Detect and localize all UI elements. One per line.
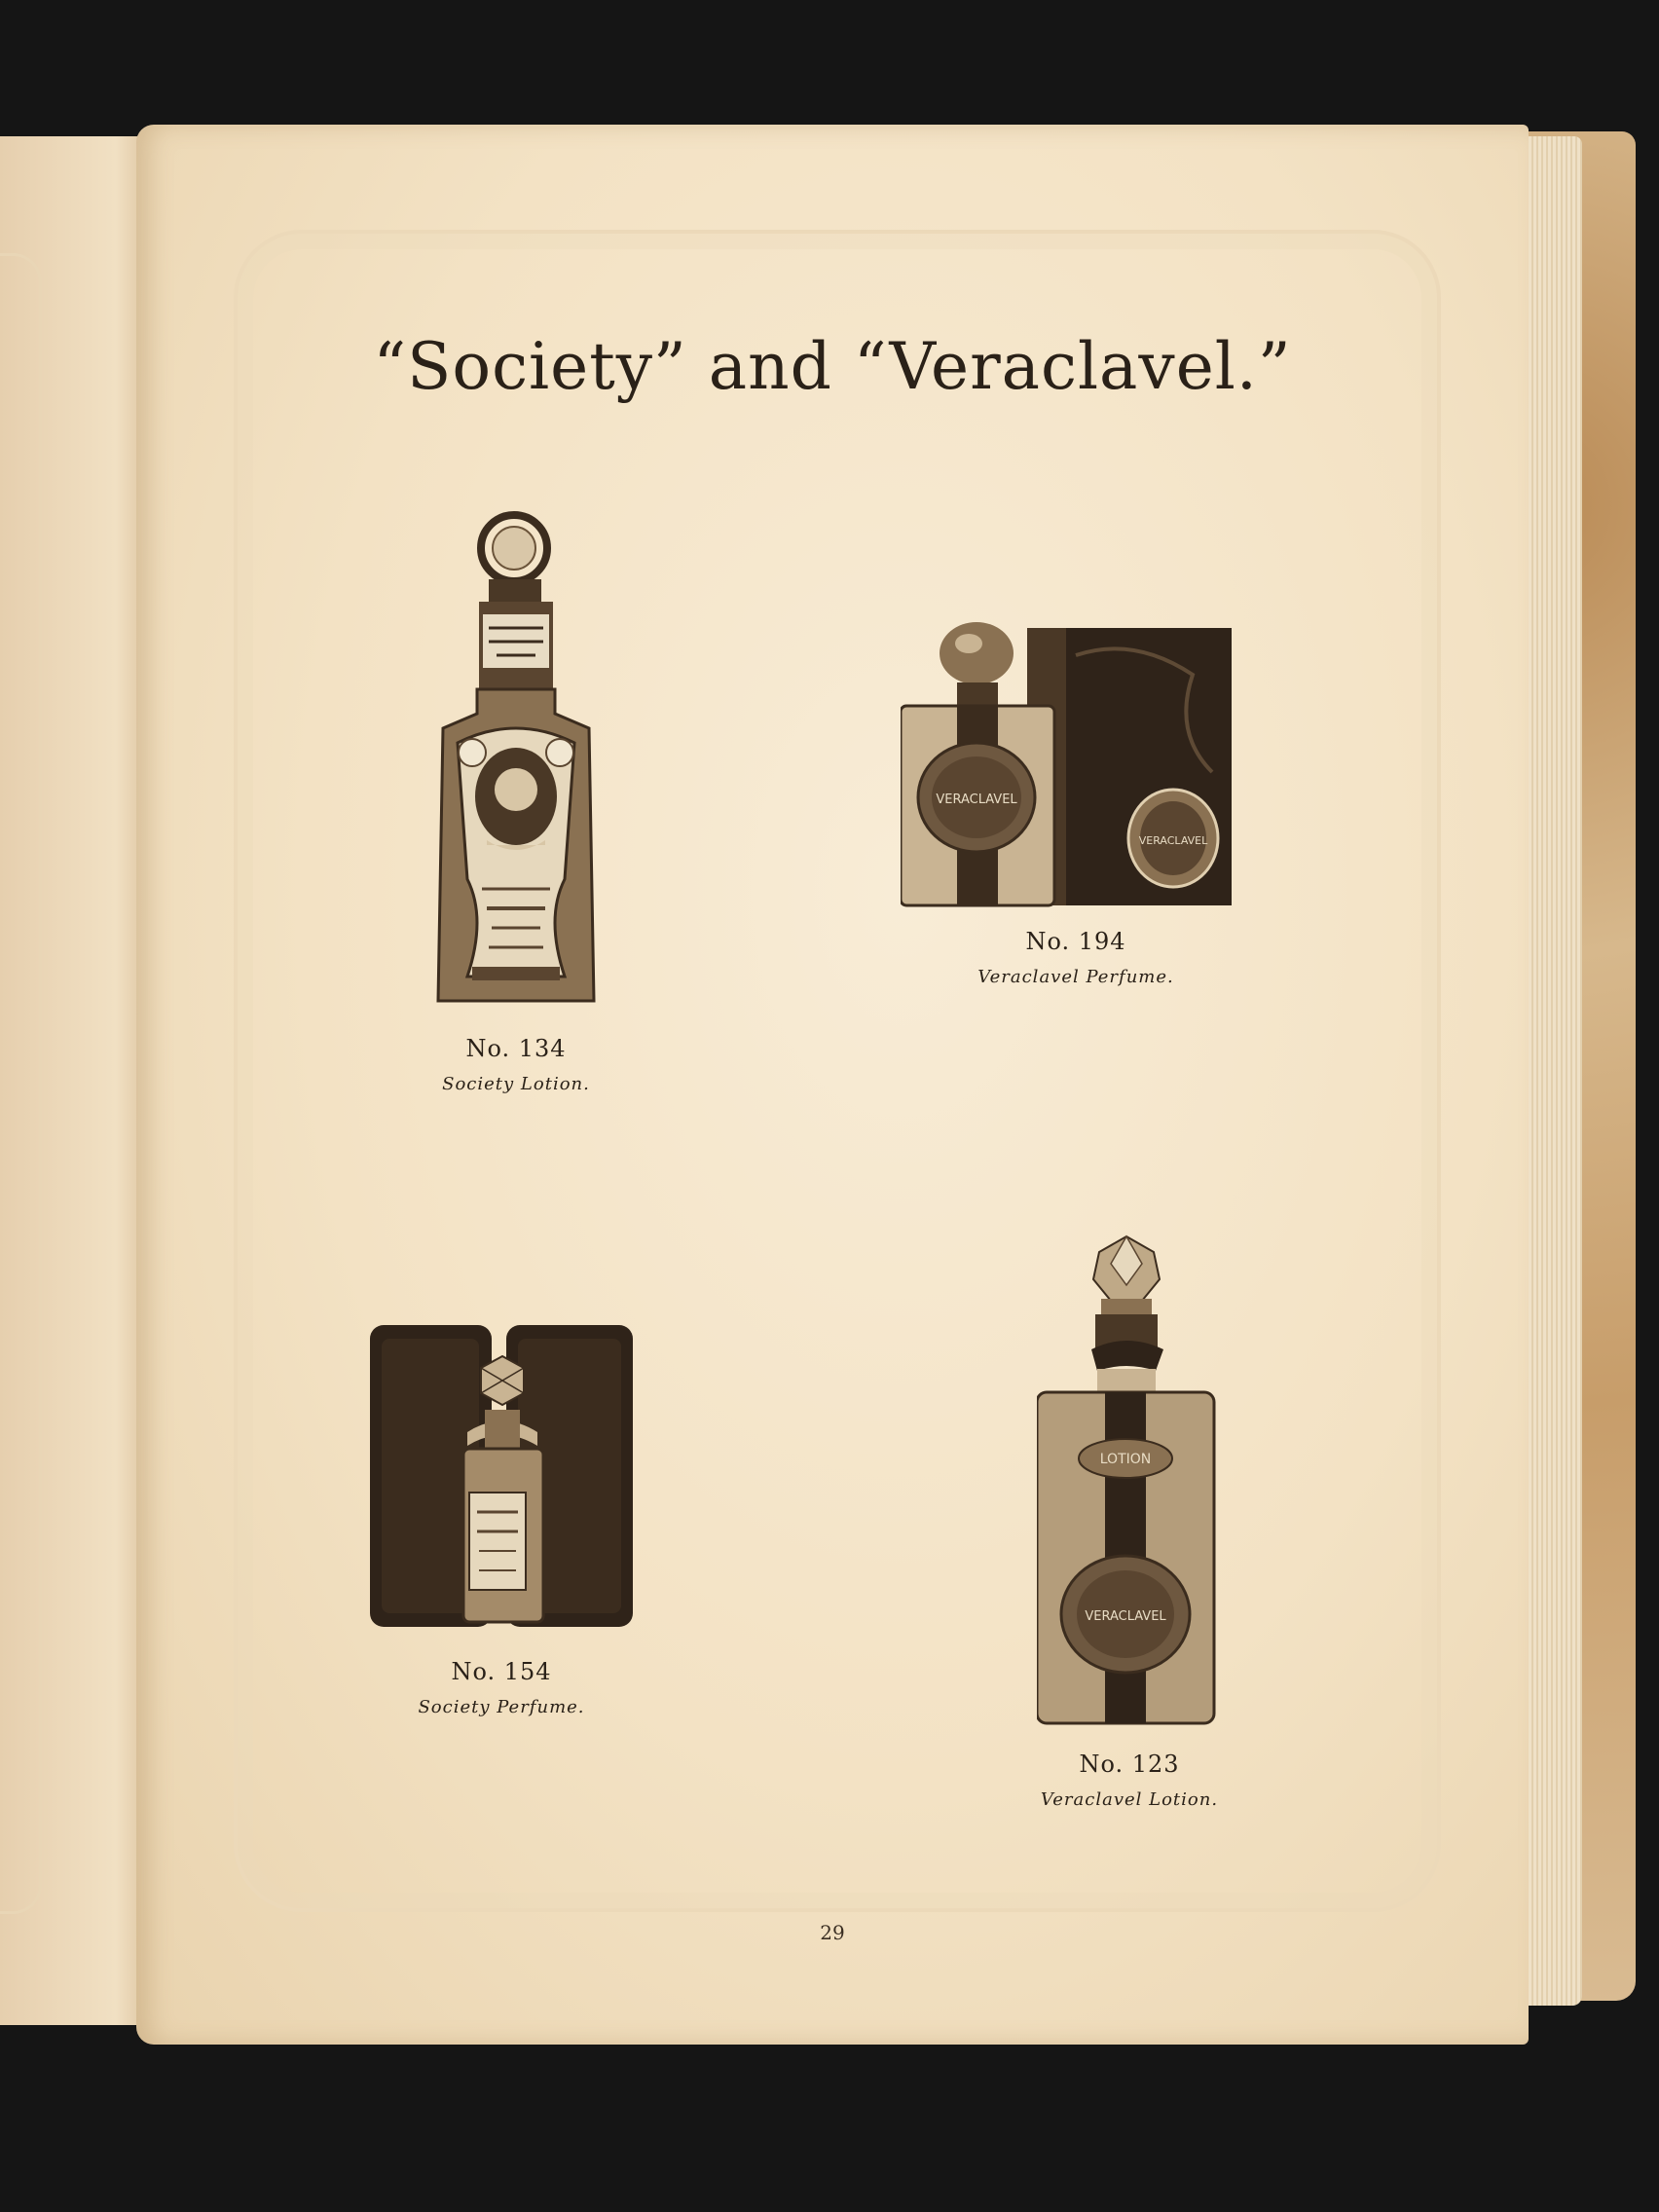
product-society-lotion [370, 509, 662, 1094]
svg-text:VERACLAVEL: VERACLAVEL [936, 793, 1017, 807]
product-description: Society Perfume. [418, 1697, 585, 1717]
product-description: Veraclavel Lotion. [1040, 1789, 1219, 1810]
society-lotion-bottle-image [419, 509, 613, 1015]
society-perfume-bottle-in-case-image [370, 1317, 633, 1639]
product-description: Veraclavel Perfume. [977, 967, 1174, 987]
product-description: Society Lotion. [442, 1074, 590, 1094]
left-page-frame [0, 253, 42, 1914]
svg-text:VERACLAVEL: VERACLAVEL [1138, 834, 1208, 847]
page-number: 29 [820, 1921, 845, 1944]
veraclavel-lotion-bottle-image [1037, 1235, 1222, 1731]
product-society-perfume [336, 1317, 667, 1717]
svg-text:LOTION: LOTION [1099, 1452, 1152, 1467]
product-number: No. 154 [451, 1658, 552, 1685]
veraclavel-perfume-bottle-and-box-image [901, 616, 1251, 908]
product-number: No. 194 [1025, 928, 1126, 955]
product-number: No. 123 [1079, 1751, 1180, 1778]
page-title: “Society” and “Veraclavel.” [373, 329, 1292, 404]
svg-text:VERACLAVEL: VERACLAVEL [1085, 1609, 1166, 1624]
catalogue-page [136, 125, 1529, 2045]
product-veraclavel-lotion [983, 1235, 1275, 1810]
product-number: No. 134 [465, 1035, 567, 1062]
product-veraclavel-perfume [881, 616, 1271, 987]
